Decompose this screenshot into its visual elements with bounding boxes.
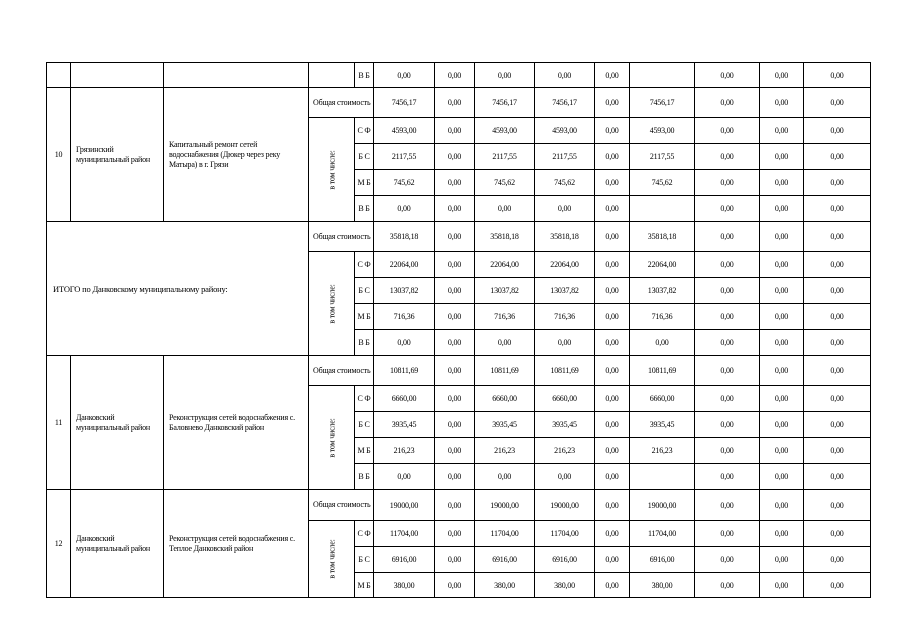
value-cell: 0,00 bbox=[804, 490, 871, 521]
source-code: В Б bbox=[355, 464, 374, 490]
source-code: В Б bbox=[355, 196, 374, 222]
value-cell: 11704,00 bbox=[630, 521, 695, 547]
value-cell: 0,00 bbox=[804, 88, 871, 118]
value-cell: 0,00 bbox=[760, 304, 804, 330]
table-row bbox=[47, 356, 871, 386]
object-name: Реконструкция сетей водоснабжения с. Теплое Данковский район bbox=[164, 490, 309, 598]
table-row bbox=[47, 490, 871, 521]
value-cell: 11704,00 bbox=[475, 521, 535, 547]
value-cell: 2117,55 bbox=[374, 144, 435, 170]
source-code: С Ф bbox=[355, 252, 374, 278]
value-cell: 0,00 bbox=[804, 412, 871, 438]
value-cell: 745,62 bbox=[630, 170, 695, 196]
source-code: В Б bbox=[355, 63, 374, 88]
value-cell: 0,00 bbox=[760, 356, 804, 386]
value-cell: 0,00 bbox=[435, 170, 475, 196]
value-cell: 380,00 bbox=[535, 573, 595, 598]
value-cell: 22064,00 bbox=[475, 252, 535, 278]
value-cell: 22064,00 bbox=[630, 252, 695, 278]
value-cell: 19000,00 bbox=[374, 490, 435, 521]
value-cell: 0,00 bbox=[595, 278, 630, 304]
total-cost-label: Общая стоимость bbox=[309, 222, 374, 252]
table-row bbox=[47, 63, 871, 88]
value-cell: 0,00 bbox=[475, 464, 535, 490]
value-cell: 0,00 bbox=[760, 63, 804, 88]
value-cell: 0,00 bbox=[695, 464, 760, 490]
value-cell: 0,00 bbox=[760, 521, 804, 547]
value-cell: 0,00 bbox=[695, 356, 760, 386]
value-cell: 380,00 bbox=[630, 573, 695, 598]
value-cell: 0,00 bbox=[435, 330, 475, 356]
value-cell: 6660,00 bbox=[475, 386, 535, 412]
value-cell: 13037,82 bbox=[475, 278, 535, 304]
value-cell: 7456,17 bbox=[475, 88, 535, 118]
funding-table bbox=[46, 62, 871, 598]
value-cell: 0,00 bbox=[374, 196, 435, 222]
value-cell: 745,62 bbox=[374, 170, 435, 196]
value-cell: 13037,82 bbox=[630, 278, 695, 304]
value-cell: 0,00 bbox=[695, 573, 760, 598]
value-cell: 0,00 bbox=[760, 438, 804, 464]
value-cell: 745,62 bbox=[535, 170, 595, 196]
total-cost-label: Общая стоимость bbox=[309, 356, 374, 386]
value-cell: 716,36 bbox=[374, 304, 435, 330]
value-cell: 0,00 bbox=[475, 63, 535, 88]
district-name: Данковский муниципальный район bbox=[71, 356, 164, 490]
source-code: М Б bbox=[355, 304, 374, 330]
value-cell: 0,00 bbox=[695, 88, 760, 118]
value-cell: 2117,55 bbox=[535, 144, 595, 170]
value-cell: 0,00 bbox=[760, 88, 804, 118]
value-cell: 0,00 bbox=[374, 464, 435, 490]
value-cell: 0,00 bbox=[595, 330, 630, 356]
value-cell: 0,00 bbox=[435, 521, 475, 547]
value-cell: 0,00 bbox=[595, 144, 630, 170]
value-cell: 0,00 bbox=[595, 521, 630, 547]
value-cell: 0,00 bbox=[435, 222, 475, 252]
value-cell: 0,00 bbox=[535, 196, 595, 222]
value-cell: 0,00 bbox=[374, 330, 435, 356]
value-cell: 0,00 bbox=[435, 304, 475, 330]
value-cell: 0,00 bbox=[804, 63, 871, 88]
value-cell: 6916,00 bbox=[630, 547, 695, 573]
value-cell: 0,00 bbox=[695, 412, 760, 438]
value-cell: 0,00 bbox=[695, 330, 760, 356]
value-cell: 0,00 bbox=[760, 412, 804, 438]
value-cell: 0,00 bbox=[595, 222, 630, 252]
district-name: Грязинский муниципальный район bbox=[71, 88, 164, 222]
value-cell: 0,00 bbox=[804, 278, 871, 304]
value-cell: 6660,00 bbox=[535, 386, 595, 412]
value-cell: 10811,69 bbox=[475, 356, 535, 386]
value-cell: 7456,17 bbox=[374, 88, 435, 118]
value-cell: 0,00 bbox=[435, 490, 475, 521]
value-cell: 0,00 bbox=[760, 278, 804, 304]
value-cell: 6660,00 bbox=[374, 386, 435, 412]
value-cell: 0,00 bbox=[804, 386, 871, 412]
value-cell: 0,00 bbox=[804, 547, 871, 573]
value-cell: 4593,00 bbox=[475, 118, 535, 144]
value-cell: 0,00 bbox=[595, 88, 630, 118]
value-cell: 0,00 bbox=[760, 573, 804, 598]
value-cell: 216,23 bbox=[630, 438, 695, 464]
value-cell: 0,00 bbox=[695, 144, 760, 170]
value-cell: 0,00 bbox=[435, 196, 475, 222]
value-cell: 3935,45 bbox=[535, 412, 595, 438]
value-cell: 0,00 bbox=[695, 63, 760, 88]
value-cell: 0,00 bbox=[535, 464, 595, 490]
value-cell: 0,00 bbox=[595, 438, 630, 464]
value-cell: 0,00 bbox=[760, 252, 804, 278]
value-cell: 4593,00 bbox=[374, 118, 435, 144]
value-cell: 0,00 bbox=[804, 330, 871, 356]
including-label: в том числе: bbox=[309, 118, 355, 222]
source-code: С Ф bbox=[355, 118, 374, 144]
value-cell: 0,00 bbox=[595, 356, 630, 386]
value-cell: 716,36 bbox=[535, 304, 595, 330]
value-cell: 0,00 bbox=[804, 144, 871, 170]
value-cell: 0,00 bbox=[374, 63, 435, 88]
value-cell: 0,00 bbox=[695, 118, 760, 144]
including-label: в том числе: bbox=[309, 521, 355, 598]
total-cost-label: Общая стоимость bbox=[309, 88, 374, 118]
value-cell: 0,00 bbox=[760, 330, 804, 356]
value-cell: 0,00 bbox=[804, 252, 871, 278]
source-code: В Б bbox=[355, 330, 374, 356]
value-cell: 0,00 bbox=[760, 490, 804, 521]
value-cell: 216,23 bbox=[475, 438, 535, 464]
value-cell: 35818,18 bbox=[374, 222, 435, 252]
value-cell: 0,00 bbox=[760, 547, 804, 573]
value-cell: 3935,45 bbox=[630, 412, 695, 438]
value-cell: 22064,00 bbox=[374, 252, 435, 278]
value-cell: 0,00 bbox=[595, 196, 630, 222]
value-cell: 0,00 bbox=[435, 63, 475, 88]
source-code: М Б bbox=[355, 438, 374, 464]
total-district-label: ИТОГО по Данковскому муниципальному району: bbox=[47, 222, 309, 356]
value-cell: 0,00 bbox=[595, 170, 630, 196]
object-name: Реконструкция сетей водоснабжения с. Баловнево Данковский район bbox=[164, 356, 309, 490]
value-cell: 6916,00 bbox=[475, 547, 535, 573]
value-cell: 0,00 bbox=[630, 330, 695, 356]
including-label: в том числе: bbox=[309, 386, 355, 490]
value-cell: 380,00 bbox=[374, 573, 435, 598]
value-cell: 0,00 bbox=[595, 304, 630, 330]
value-cell: 7456,17 bbox=[630, 88, 695, 118]
value-cell: 0,00 bbox=[475, 330, 535, 356]
value-cell bbox=[630, 196, 695, 222]
value-cell: 0,00 bbox=[695, 490, 760, 521]
value-cell: 22064,00 bbox=[535, 252, 595, 278]
source-code: Б С bbox=[355, 278, 374, 304]
value-cell: 0,00 bbox=[595, 63, 630, 88]
value-cell: 35818,18 bbox=[630, 222, 695, 252]
source-code: М Б bbox=[355, 573, 374, 598]
value-cell: 0,00 bbox=[595, 464, 630, 490]
value-cell: 4593,00 bbox=[535, 118, 595, 144]
including-label: в том числе: bbox=[309, 252, 355, 356]
value-cell: 0,00 bbox=[475, 196, 535, 222]
value-cell: 0,00 bbox=[435, 438, 475, 464]
source-code: Б С bbox=[355, 547, 374, 573]
value-cell: 0,00 bbox=[595, 412, 630, 438]
value-cell: 0,00 bbox=[435, 356, 475, 386]
value-cell: 0,00 bbox=[535, 330, 595, 356]
table-row bbox=[47, 88, 871, 118]
value-cell: 0,00 bbox=[804, 464, 871, 490]
value-cell: 0,00 bbox=[804, 118, 871, 144]
value-cell: 35818,18 bbox=[535, 222, 595, 252]
value-cell: 13037,82 bbox=[535, 278, 595, 304]
value-cell: 0,00 bbox=[804, 196, 871, 222]
value-cell: 0,00 bbox=[804, 521, 871, 547]
value-cell: 0,00 bbox=[595, 386, 630, 412]
row-number: 10 bbox=[47, 88, 71, 222]
value-cell: 0,00 bbox=[804, 170, 871, 196]
value-cell: 19000,00 bbox=[475, 490, 535, 521]
value-cell: 0,00 bbox=[695, 547, 760, 573]
row-number: 12 bbox=[47, 490, 71, 598]
table-row bbox=[47, 222, 871, 252]
value-cell: 0,00 bbox=[435, 118, 475, 144]
value-cell: 0,00 bbox=[760, 170, 804, 196]
value-cell: 0,00 bbox=[595, 252, 630, 278]
value-cell: 19000,00 bbox=[630, 490, 695, 521]
value-cell: 0,00 bbox=[595, 490, 630, 521]
value-cell: 3935,45 bbox=[374, 412, 435, 438]
value-cell: 0,00 bbox=[595, 118, 630, 144]
value-cell: 35818,18 bbox=[475, 222, 535, 252]
value-cell: 0,00 bbox=[595, 573, 630, 598]
value-cell: 0,00 bbox=[435, 278, 475, 304]
value-cell: 0,00 bbox=[695, 196, 760, 222]
value-cell: 6916,00 bbox=[535, 547, 595, 573]
value-cell: 10811,69 bbox=[374, 356, 435, 386]
value-cell: 0,00 bbox=[435, 386, 475, 412]
value-cell: 216,23 bbox=[374, 438, 435, 464]
value-cell: 4593,00 bbox=[630, 118, 695, 144]
value-cell: 0,00 bbox=[695, 252, 760, 278]
value-cell: 0,00 bbox=[435, 144, 475, 170]
value-cell: 11704,00 bbox=[374, 521, 435, 547]
value-cell: 0,00 bbox=[760, 386, 804, 412]
value-cell: 745,62 bbox=[475, 170, 535, 196]
value-cell: 0,00 bbox=[760, 118, 804, 144]
value-cell: 0,00 bbox=[804, 356, 871, 386]
value-cell: 0,00 bbox=[435, 464, 475, 490]
object-name: Капитальный ремонт сетей водоснабжения (Дюкер через реку Матыра) в г. Грязи bbox=[164, 88, 309, 222]
value-cell: 216,23 bbox=[535, 438, 595, 464]
value-cell: 6916,00 bbox=[374, 547, 435, 573]
value-cell: 716,36 bbox=[630, 304, 695, 330]
value-cell: 10811,69 bbox=[535, 356, 595, 386]
value-cell: 0,00 bbox=[760, 222, 804, 252]
value-cell: 0,00 bbox=[695, 278, 760, 304]
row-number: 11 bbox=[47, 356, 71, 490]
value-cell: 0,00 bbox=[760, 144, 804, 170]
value-cell: 0,00 bbox=[804, 573, 871, 598]
value-cell: 0,00 bbox=[804, 222, 871, 252]
value-cell: 2117,55 bbox=[630, 144, 695, 170]
value-cell: 13037,82 bbox=[374, 278, 435, 304]
total-cost-label: Общая стоимость bbox=[309, 490, 374, 521]
value-cell: 0,00 bbox=[535, 63, 595, 88]
source-code: Б С bbox=[355, 412, 374, 438]
value-cell: 0,00 bbox=[435, 252, 475, 278]
value-cell: 10811,69 bbox=[630, 356, 695, 386]
source-code: М Б bbox=[355, 170, 374, 196]
district-name: Данковский муниципальный район bbox=[71, 490, 164, 598]
value-cell: 2117,55 bbox=[475, 144, 535, 170]
value-cell: 7456,17 bbox=[535, 88, 595, 118]
value-cell: 716,36 bbox=[475, 304, 535, 330]
value-cell: 3935,45 bbox=[475, 412, 535, 438]
value-cell: 0,00 bbox=[435, 573, 475, 598]
value-cell: 0,00 bbox=[695, 386, 760, 412]
value-cell: 11704,00 bbox=[535, 521, 595, 547]
value-cell: 0,00 bbox=[804, 438, 871, 464]
value-cell: 19000,00 bbox=[535, 490, 595, 521]
value-cell: 0,00 bbox=[695, 304, 760, 330]
value-cell: 0,00 bbox=[435, 88, 475, 118]
value-cell bbox=[630, 464, 695, 490]
source-code: Б С bbox=[355, 144, 374, 170]
value-cell: 0,00 bbox=[804, 304, 871, 330]
value-cell: 0,00 bbox=[760, 464, 804, 490]
value-cell: 6660,00 bbox=[630, 386, 695, 412]
value-cell: 0,00 bbox=[435, 547, 475, 573]
source-code: С Ф bbox=[355, 521, 374, 547]
value-cell: 0,00 bbox=[760, 196, 804, 222]
source-code: С Ф bbox=[355, 386, 374, 412]
value-cell: 0,00 bbox=[595, 547, 630, 573]
value-cell: 0,00 bbox=[435, 412, 475, 438]
value-cell: 380,00 bbox=[475, 573, 535, 598]
value-cell bbox=[630, 63, 695, 88]
value-cell: 0,00 bbox=[695, 438, 760, 464]
value-cell: 0,00 bbox=[695, 521, 760, 547]
value-cell: 0,00 bbox=[695, 170, 760, 196]
value-cell: 0,00 bbox=[695, 222, 760, 252]
